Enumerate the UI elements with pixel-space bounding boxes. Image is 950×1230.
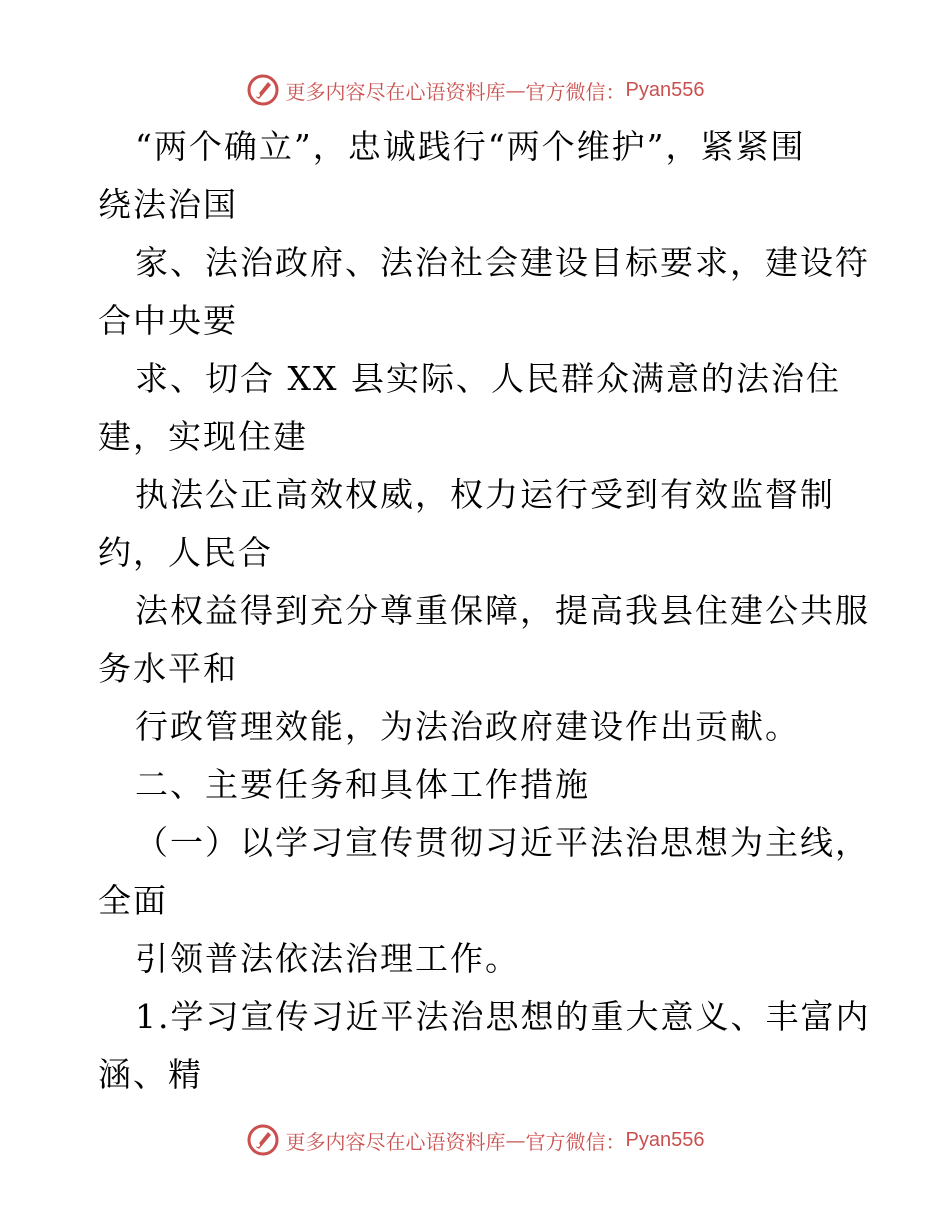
text-line: 1.学习宣传习近平法治思想的重大意义、丰富内 xyxy=(135,997,871,1036)
section-heading: 二、主要任务和具体工作措施 xyxy=(135,765,590,804)
banner-site-text: 更多内容尽在心语资料库 xyxy=(285,1129,506,1154)
text-line: 执法公正高效权威，权力运行受到有效监督制 xyxy=(135,475,835,514)
text-line: 全面 xyxy=(98,881,168,920)
banner-wechat-id: Pyan556 xyxy=(625,78,705,101)
header-watermark-banner xyxy=(0,70,950,110)
text-line: 绕法治国 xyxy=(98,185,238,224)
text-line: 引领普法依法治理工作。 xyxy=(135,939,520,978)
banner-wechat-label: 官方微信： xyxy=(525,1129,626,1154)
banner-site-text: 更多内容尽在心语资料库 xyxy=(285,79,506,104)
text-line: 法权益得到充分尊重保障，提高我县住建公共服 xyxy=(135,591,870,630)
text-line: 约，人民合 xyxy=(98,533,273,572)
text-line: 合中央要 xyxy=(98,301,238,340)
banner-wechat-label: 官方微信： xyxy=(525,79,626,104)
text-line: 务水平和 xyxy=(98,649,238,688)
pen-nib-logo-icon xyxy=(246,1123,280,1157)
text-line: 行政管理效能，为法治政府建设作出贡献。 xyxy=(135,707,800,746)
banner-separator: — xyxy=(505,78,526,102)
document-body xyxy=(98,118,871,1104)
text-line: 建，实现住建 xyxy=(98,417,308,456)
text-line: 求、切合 XX 县实际、人民群众满意的法治住 xyxy=(135,359,841,398)
text-line: “两个确立”，忠诚践行“两个维护”，紧紧围 xyxy=(135,127,806,166)
banner-wechat-id: Pyan556 xyxy=(625,1128,705,1151)
text-line: 涵、精 xyxy=(98,1055,203,1094)
pen-nib-logo-icon xyxy=(246,73,280,107)
text-line: 家、法治政府、法治社会建设目标要求，建设符 xyxy=(135,243,870,282)
subsection-heading: （一）以学习宣传贯彻习近平法治思想为主线， xyxy=(135,823,870,862)
banner-separator: — xyxy=(505,1128,526,1152)
footer-watermark-banner xyxy=(0,1120,950,1160)
